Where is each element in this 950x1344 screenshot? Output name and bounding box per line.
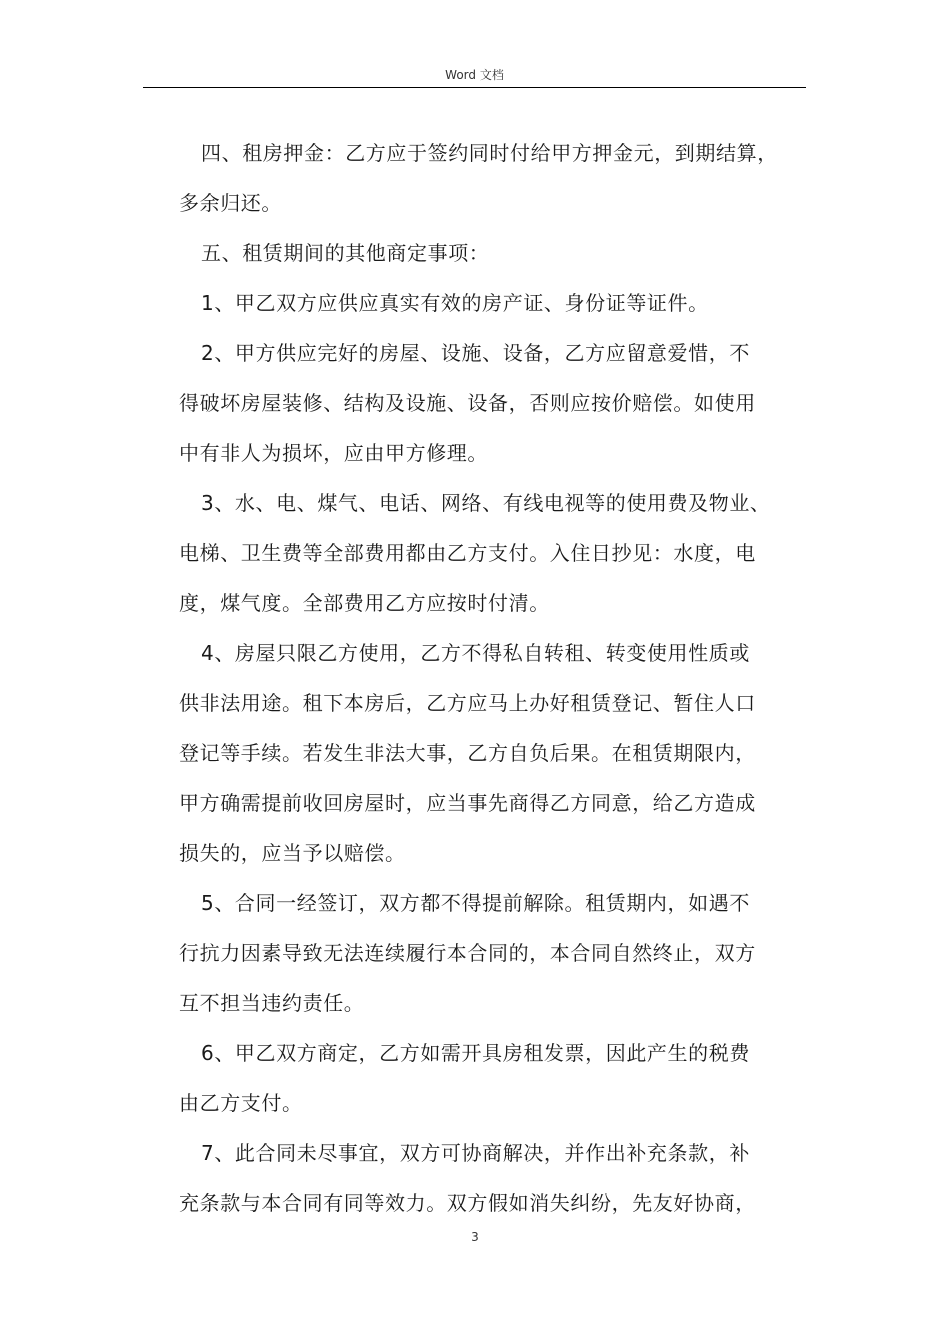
body-line: 4、房屋只限乙方使用，乙方不得私自转租、转变使用性质或	[201, 641, 750, 665]
body-line: 得破坏房屋装修、结构及设施、设备，否则应按价赔偿。如使用	[179, 391, 756, 415]
body-line: 1、甲乙双方应供应真实有效的房产证、身份证等证件。	[201, 291, 709, 315]
body-line: 多余归还。	[179, 191, 282, 215]
page-header: Word 文档	[445, 68, 504, 82]
page-number: 3	[471, 1230, 479, 1244]
body-line: 互不担当违约责任。	[179, 991, 365, 1015]
body-line: 充条款与本合同有同等效力。双方假如消失纠纷，先友好协商，	[179, 1191, 756, 1215]
body-line: 四、租房押金：乙方应于签约同时付给甲方押金元，到期结算，	[201, 141, 778, 165]
body-line: 3、水、电、煤气、电话、网络、有线电视等的使用费及物业、	[201, 491, 771, 515]
body-line: 电梯、卫生费等全部费用都由乙方支付。入住日抄见：水度，电	[179, 541, 756, 565]
body-line: 损失的，应当予以赔偿。	[179, 841, 406, 865]
body-line: 由乙方支付。	[179, 1091, 303, 1115]
body-line: 度，煤气度。全部费用乙方应按时付清。	[179, 591, 550, 615]
body-line: 中有非人为损坏，应由甲方修理。	[179, 441, 488, 465]
body-line: 行抗力因素导致无法连续履行本合同的，本合同自然终止，双方	[179, 941, 756, 965]
body-line: 5、合同一经签订，双方都不得提前解除。租赁期内，如遇不	[201, 891, 750, 915]
body-line: 7、此合同未尽事宜，双方可协商解决，并作出补充条款，补	[201, 1141, 750, 1165]
body-line: 2、甲方供应完好的房屋、设施、设备，乙方应留意爱惜，不	[201, 341, 750, 365]
document-body	[179, 128, 805, 1228]
body-line: 供非法用途。租下本房后，乙方应马上办好租赁登记、暂住人口	[179, 691, 756, 715]
header-divider	[143, 87, 806, 88]
body-line: 6、甲乙双方商定，乙方如需开具房租发票，因此产生的税费	[201, 1041, 750, 1065]
body-line: 登记等手续。若发生非法大事，乙方自负后果。在租赁期限内，	[179, 741, 756, 765]
body-line: 甲方确需提前收回房屋时，应当事先商得乙方同意，给乙方造成	[179, 791, 756, 815]
body-line: 五、租赁期间的其他商定事项：	[201, 241, 490, 265]
